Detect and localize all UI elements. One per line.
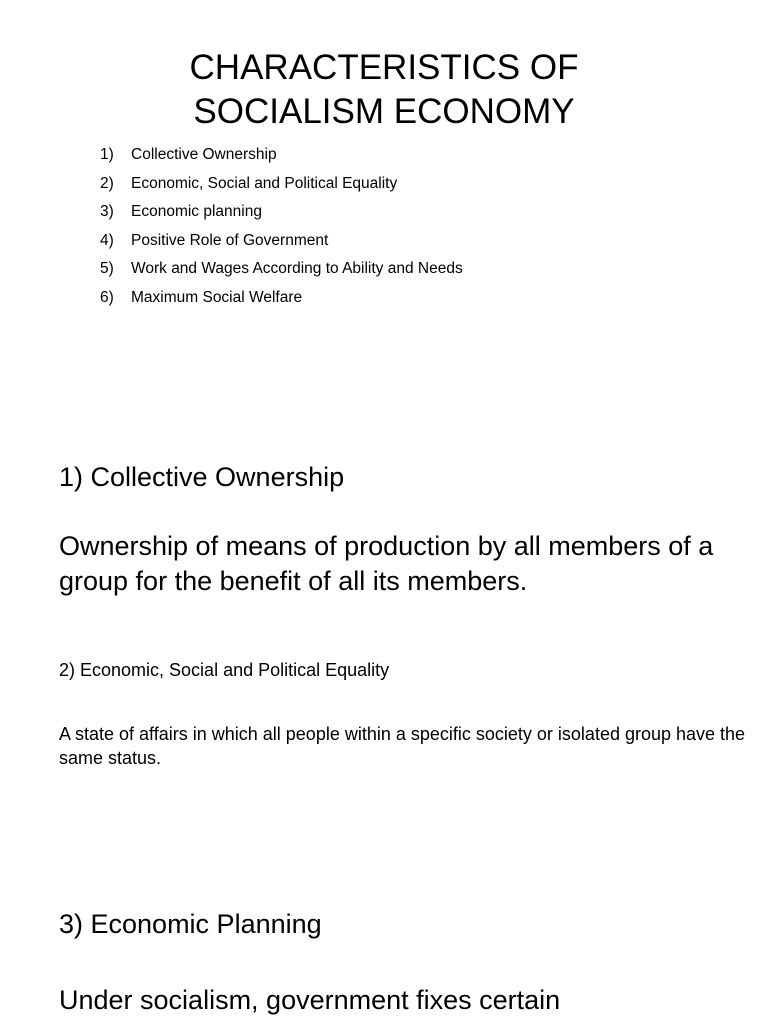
title-line-1: CHARACTERISTICS OF (189, 48, 579, 87)
section-body-collective-ownership: Ownership of means of production by all members of a group for the benefit of all its members. (59, 531, 714, 596)
list-item (100, 255, 463, 284)
list-item-label: Maximum Social Welfare (131, 288, 303, 306)
characteristics-list (100, 141, 463, 313)
list-item (100, 227, 463, 256)
list-item (100, 141, 463, 170)
list-item-label: Economic planning (131, 203, 262, 221)
list-item-number: 1) (100, 146, 114, 163)
slide-characteristics-overview (0, 0, 768, 430)
list-item-number: 3) (100, 203, 114, 221)
list-item-number: 4) (100, 231, 114, 249)
list-item (100, 170, 463, 199)
list-item-label: Economic, Social and Political Equality (131, 174, 398, 192)
section-body-economic-planning: Under socialism, government fixes certain (59, 985, 561, 1015)
list-item-number: 6) (100, 288, 114, 306)
section-heading-economic-planning: 3) Economic Planning (59, 909, 322, 939)
slide-economic-planning (0, 860, 768, 1024)
slide-ownership-equality (0, 430, 768, 860)
slide-title (0, 46, 768, 134)
section-heading-equality: 2) Economic, Social and Political Equality (59, 660, 390, 680)
list-item-label: Work and Wages According to Ability and Needs (131, 260, 463, 278)
section-body-equality: A state of affairs in which all people within a specific society or isolated group have the same status. (59, 724, 746, 768)
list-item-label: Collective Ownership (131, 146, 277, 163)
title-line-2: SOCIALISM ECONOMY (193, 92, 575, 131)
section-heading-collective-ownership: 1) Collective Ownership (59, 462, 345, 492)
list-item (100, 198, 463, 227)
list-item-label: Positive Role of Government (131, 231, 329, 249)
list-item-number: 2) (100, 174, 114, 192)
list-item (100, 284, 463, 313)
list-item-number: 5) (100, 260, 114, 278)
